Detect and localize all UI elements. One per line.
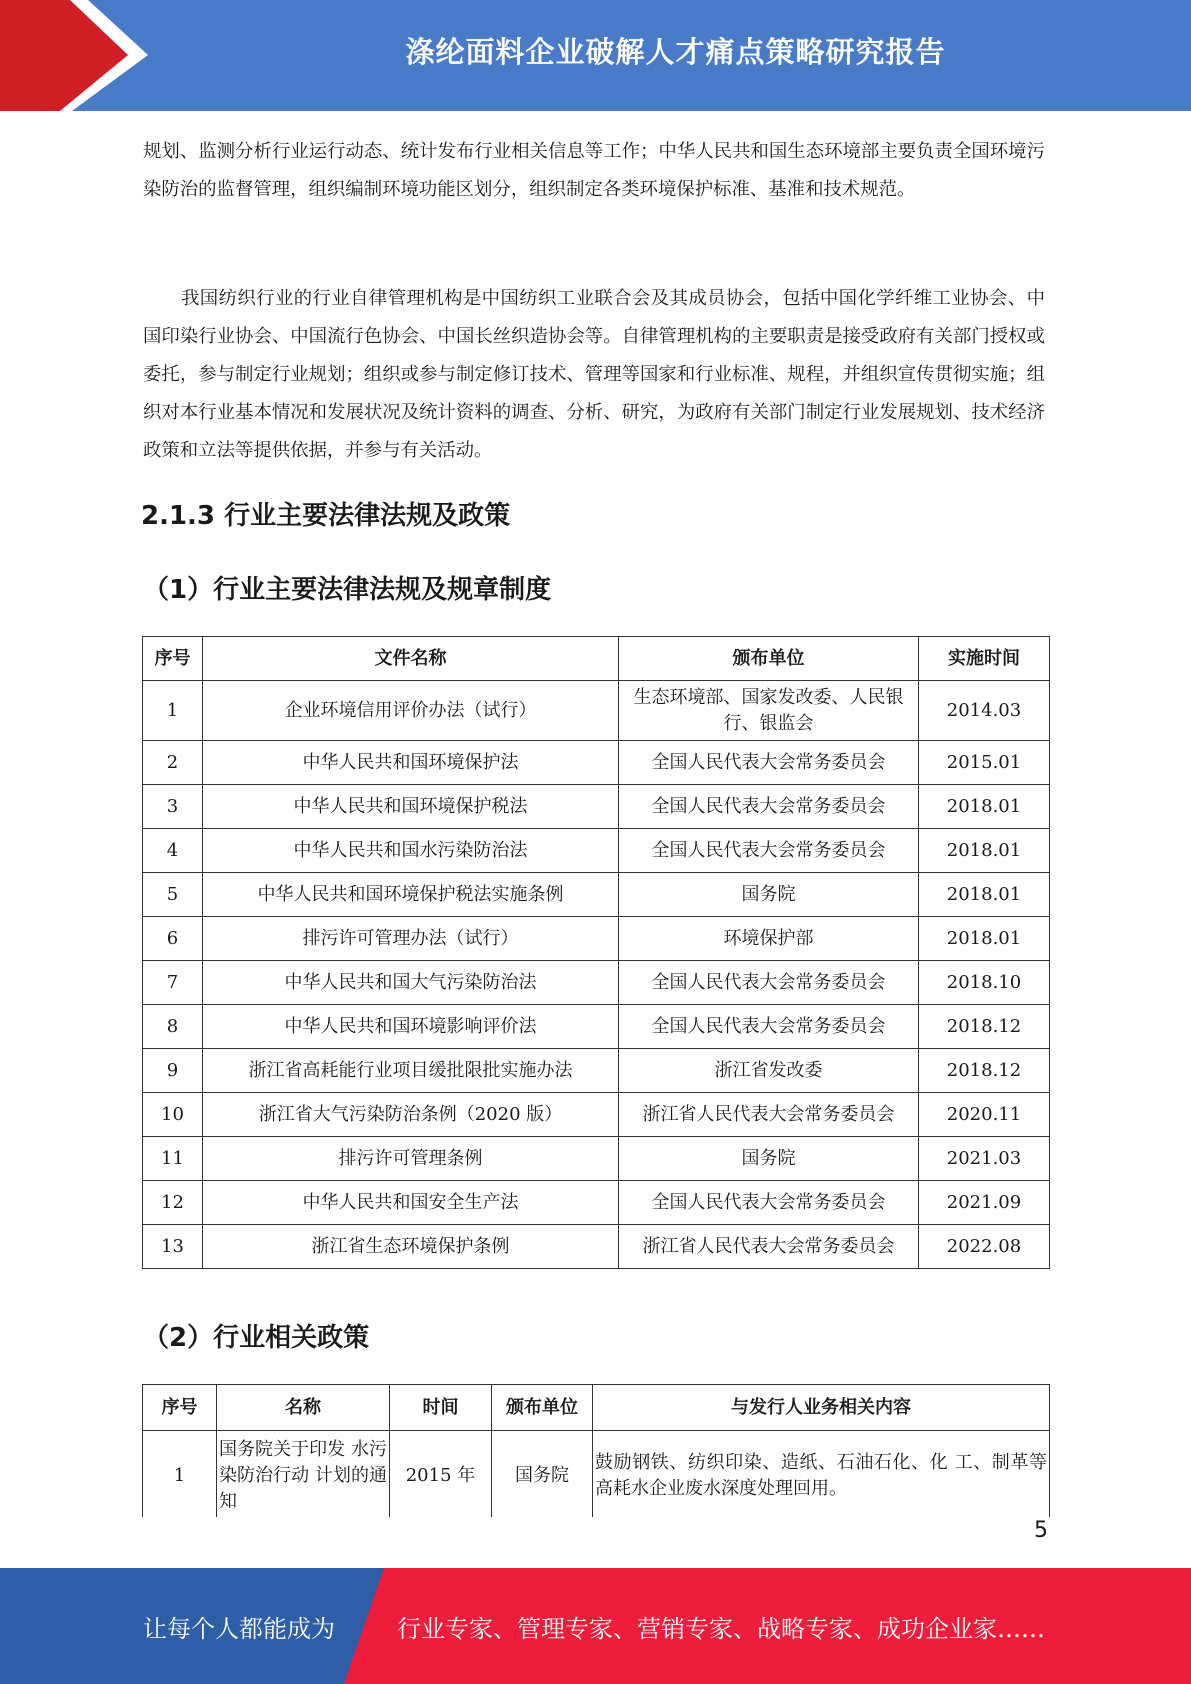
page-break-mask xyxy=(0,1517,1191,1537)
column-header-index: 序号 xyxy=(143,1385,217,1431)
header-banner xyxy=(0,0,1191,111)
cell-issuer: 全国人民代表大会常务委员会 xyxy=(619,829,919,873)
cell-index: 4 xyxy=(143,829,203,873)
cell-date: 2018.10 xyxy=(919,961,1050,1005)
cell-content: 鼓励钢铁、纺织印染、造纸、石油石化、化 工、制革等高耗水企业废水深度处理回用。 xyxy=(593,1431,1050,1521)
cell-name: 排污许可管理办法（试行） xyxy=(203,917,619,961)
cell-date: 2018.01 xyxy=(919,785,1050,829)
column-header-date: 实施时间 xyxy=(919,637,1050,681)
table-row xyxy=(143,785,1050,829)
table-row xyxy=(143,1225,1050,1269)
cell-name: 中华人民共和国环境影响评价法 xyxy=(203,1005,619,1049)
cell-index: 10 xyxy=(143,1093,203,1137)
cell-name: 浙江省大气污染防治条例（2020 版） xyxy=(203,1093,619,1137)
cell-issuer: 国务院 xyxy=(492,1431,593,1521)
cell-name: 浙江省高耗能行业项目缓批限批实施办法 xyxy=(203,1049,619,1093)
cell-name: 中华人民共和国水污染防治法 xyxy=(203,829,619,873)
cell-index: 6 xyxy=(143,917,203,961)
cell-index: 3 xyxy=(143,785,203,829)
body-paragraph-2: 我国纺织行业的行业自律管理机构是中国纺织工业联合会及其成员协会，包括中国化学纤维工业协会、中国印染行业协会、中国流行色协会、中国长丝织造协会等。自律管理机构的主要职责是接受政府有关部门授权或委托，参与制定行业规划；组织或参与制定修订技术、管理等国家和行业标准、规程，并组织宣传贯彻实施；组织对本行业基本情况和发展状况及统计资料的调查、分析、研究，为政府有关部门制定行业发展规划、技术经济政策和立法等提供依据，并参与有关活动。 xyxy=(143,288,1045,461)
cell-date: 2015.01 xyxy=(919,741,1050,785)
table-row xyxy=(143,1093,1050,1137)
cell-date: 2021.03 xyxy=(919,1137,1050,1181)
table-row xyxy=(143,917,1050,961)
cell-index: 1 xyxy=(143,1431,217,1521)
sub-heading-policies: （2）行业相关政策 xyxy=(143,1323,370,1353)
cell-index: 12 xyxy=(143,1181,203,1225)
table-row xyxy=(143,1137,1050,1181)
cell-issuer: 浙江省人民代表大会常务委员会 xyxy=(619,1093,919,1137)
cell-name: 排污许可管理条例 xyxy=(203,1137,619,1181)
cell-name: 中华人民共和国环境保护税法 xyxy=(203,785,619,829)
cell-issuer: 浙江省人民代表大会常务委员会 xyxy=(619,1225,919,1269)
footer-slogan-left: 让每个人都能成为 xyxy=(143,1614,335,1643)
column-header-content: 与发行人业务相关内容 xyxy=(593,1385,1050,1431)
cell-issuer: 全国人民代表大会常务委员会 xyxy=(619,1005,919,1049)
cell-index: 11 xyxy=(143,1137,203,1181)
cell-issuer: 全国人民代表大会常务委员会 xyxy=(619,1181,919,1225)
cell-date: 2018.12 xyxy=(919,1005,1050,1049)
page-number: 5 xyxy=(1034,1518,1048,1543)
table-row xyxy=(143,873,1050,917)
cell-time: 2015 年 xyxy=(390,1431,492,1521)
report-title: 涤纶面料企业破解人才痛点策略研究报告 xyxy=(405,34,946,69)
column-header-name: 名称 xyxy=(217,1385,390,1431)
cell-date: 2018.12 xyxy=(919,1049,1050,1093)
cell-index: 13 xyxy=(143,1225,203,1269)
cell-issuer: 国务院 xyxy=(619,873,919,917)
header-arrow-shape xyxy=(0,0,170,111)
cell-index: 5 xyxy=(143,873,203,917)
cell-name: 中华人民共和国安全生产法 xyxy=(203,1181,619,1225)
section-heading: 2.1.3 行业主要法律法规及政策 xyxy=(141,501,511,531)
cell-index: 1 xyxy=(143,681,203,741)
table-row xyxy=(143,741,1050,785)
cell-index: 7 xyxy=(143,961,203,1005)
cell-name: 中华人民共和国大气污染防治法 xyxy=(203,961,619,1005)
cell-name: 浙江省生态环境保护条例 xyxy=(203,1225,619,1269)
cell-date: 2022.08 xyxy=(919,1225,1050,1269)
table-header-row xyxy=(143,1385,1050,1431)
cell-issuer: 全国人民代表大会常务委员会 xyxy=(619,961,919,1005)
table-header-row xyxy=(143,637,1050,681)
table-row xyxy=(143,681,1050,741)
cell-date: 2018.01 xyxy=(919,829,1050,873)
table-row xyxy=(143,1431,1050,1521)
table-row xyxy=(143,1049,1050,1093)
footer-slogan-right: 行业专家、管理专家、营销专家、战略专家、成功企业家…… xyxy=(397,1614,1045,1643)
laws-table xyxy=(142,636,1050,1269)
cell-issuer: 全国人民代表大会常务委员会 xyxy=(619,785,919,829)
cell-name: 企业环境信用评价办法（试行） xyxy=(203,681,619,741)
body-paragraph-1: 规划、监测分析行业运行动态、统计发布行业相关信息等工作；中华人民共和国生态环境部主要负责全国环境污染防治的监督管理，组织编制环境功能区划分，组织制定各类环境保护标准、基准和技术规范。 xyxy=(143,141,1045,200)
cell-name: 国务院关于印发 水污染防治行动 计划的通知 xyxy=(217,1431,390,1521)
cell-name: 中华人民共和国环境保护法 xyxy=(203,741,619,785)
table-row xyxy=(143,961,1050,1005)
cell-issuer: 生态环境部、国家发改委、人民银行、银监会 xyxy=(619,681,919,741)
cell-issuer: 全国人民代表大会常务委员会 xyxy=(619,741,919,785)
cell-date: 2021.09 xyxy=(919,1181,1050,1225)
cell-index: 8 xyxy=(143,1005,203,1049)
column-header-time: 时间 xyxy=(390,1385,492,1431)
cell-date: 2018.01 xyxy=(919,873,1050,917)
table-row xyxy=(143,1005,1050,1049)
column-header-issuer: 颁布单位 xyxy=(492,1385,593,1431)
column-header-name: 文件名称 xyxy=(203,637,619,681)
policies-table xyxy=(142,1384,1050,1521)
table-row xyxy=(143,829,1050,873)
cell-date: 2018.01 xyxy=(919,917,1050,961)
column-header-issuer: 颁布单位 xyxy=(619,637,919,681)
cell-index: 2 xyxy=(143,741,203,785)
column-header-index: 序号 xyxy=(143,637,203,681)
cell-date: 2014.03 xyxy=(919,681,1050,741)
footer-banner xyxy=(0,1568,1191,1684)
cell-issuer: 环境保护部 xyxy=(619,917,919,961)
cell-index: 9 xyxy=(143,1049,203,1093)
table-row xyxy=(143,1181,1050,1225)
cell-issuer: 国务院 xyxy=(619,1137,919,1181)
cell-date: 2020.11 xyxy=(919,1093,1050,1137)
sub-heading-laws: （1）行业主要法律法规及规章制度 xyxy=(143,575,552,605)
cell-issuer: 浙江省发改委 xyxy=(619,1049,919,1093)
cell-name: 中华人民共和国环境保护税法实施条例 xyxy=(203,873,619,917)
